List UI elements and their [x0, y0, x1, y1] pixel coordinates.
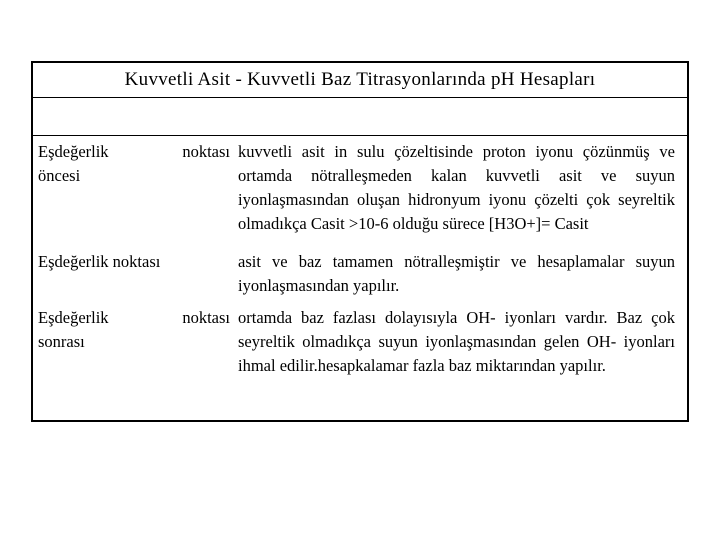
- row-label-line2: sonrası: [38, 332, 85, 351]
- row-label-line2: öncesi: [38, 166, 81, 185]
- row-label-line1: Eşdeğerlik noktası: [38, 142, 230, 161]
- row-description: ortamda baz fazlası dolayısıyla OH- iyonları vardır. Baz çok seyreltik olmadıkça suyun iyonlaşmasından gelen OH- iyonları ihmal edilir.hesapkalamar fazla baz miktarından yapılır.: [238, 308, 675, 375]
- row-label: [33, 140, 238, 249]
- row-label-line1: Eşdeğerlik noktası: [38, 252, 161, 271]
- table-row-equivalence: [33, 249, 687, 302]
- row-description: kuvvetli asit in sulu çözeltisinde proton iyonu çözünmüş ve ortamda nötralleşmeden kalan kuvvetli asit ve suyun iyonlaşmasından oluşan hidronyum iyonu çözelti çok seyreltik olmadıkça Casit >10-6 olduğu sürece [H3O+]= Casit: [238, 142, 675, 233]
- row-description: asit ve baz tamamen nötralleşmiştir ve hesaplamalar suyun iyonlaşmasından yapılır.: [238, 252, 675, 295]
- table-row-after-equivalence: [33, 302, 687, 378]
- empty-row: [33, 98, 687, 136]
- row-label-line1: Eşdeğerlik noktası: [38, 308, 230, 327]
- table-body: [33, 136, 687, 378]
- row-label: [33, 306, 238, 378]
- table-row-before-equivalence: [33, 136, 687, 249]
- row-label: [33, 250, 238, 302]
- titration-table: [31, 61, 689, 422]
- table-title: Kuvvetli Asit - Kuvvetli Baz Titrasyonlarında pH Hesapları: [33, 63, 687, 98]
